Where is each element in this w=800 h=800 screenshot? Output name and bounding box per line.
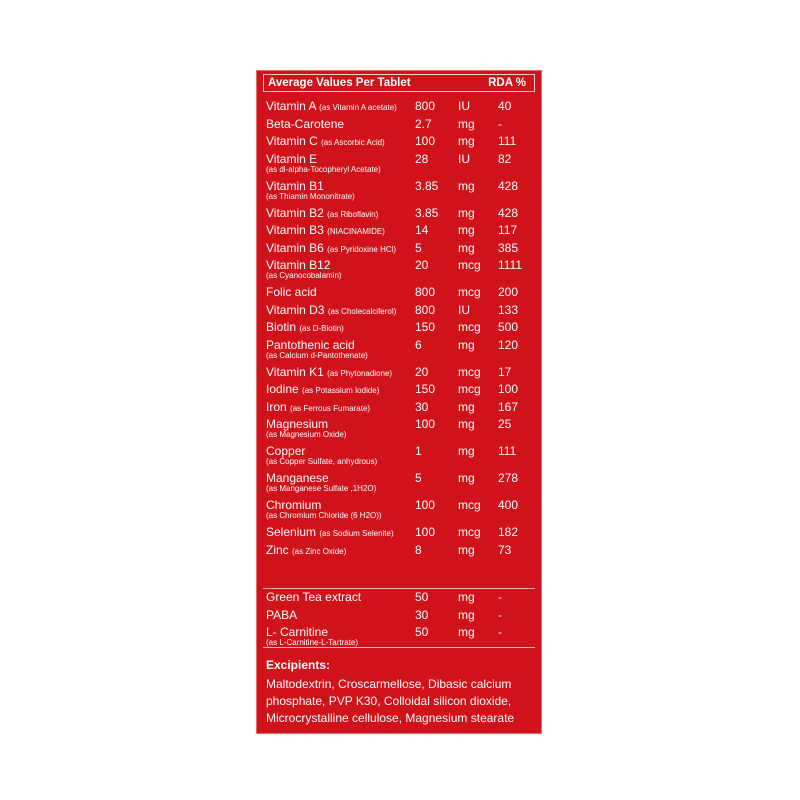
nutrient-rda: 133	[498, 302, 519, 317]
nutrient-name: Vitamin D3 (as Cholecalciferol)	[266, 302, 397, 317]
nutrient-source: (as Magnesium Oxide)	[266, 430, 347, 439]
table-row	[266, 258, 536, 285]
nutrient-name: Folic acid	[266, 285, 317, 299]
nutrient-name: Vitamin B3 (NIACINAMIDE)	[266, 223, 385, 237]
table-row	[266, 525, 536, 543]
nutrient-rda: 200	[498, 285, 519, 299]
nutrient-name: Vitamin A (as Vitamin A acetate)	[266, 99, 397, 113]
nutrient-source: (as Chromium Chloride (6 H2O))	[266, 511, 382, 520]
nutrient-rda: 278	[498, 471, 519, 485]
nutrient-amount: 100	[415, 134, 436, 148]
nutrient-unit: mcg	[458, 364, 481, 379]
nutrient-rda: 385	[498, 240, 519, 255]
nutrient-name: Iron (as Ferrous Fumarate)	[266, 399, 371, 414]
nutrient-source: (as Cholecalciferol)	[327, 306, 397, 316]
nutrient-unit: mg	[458, 607, 475, 622]
table-row	[266, 498, 536, 525]
header-average-values: Average Values Per Tablet	[268, 77, 411, 89]
nutrient-rda: 400	[498, 498, 519, 512]
table-row	[266, 417, 536, 444]
nutrient-unit: mcg	[458, 498, 481, 512]
nutrient-name: Biotin (as D-Biotin)	[266, 320, 344, 334]
nutrient-amount: 50	[415, 625, 429, 639]
nutrient-rda: 120	[498, 337, 519, 352]
nutrient-source: (as Manganese Sulfate ,1H2O)	[266, 484, 377, 493]
table-row	[266, 365, 536, 383]
nutrient-rda: 100	[498, 382, 519, 396]
nutrient-unit: IU	[458, 151, 470, 166]
nutrient-amount: 150	[415, 320, 436, 334]
nutrient-source: (as Calcium d-Pantothenate)	[266, 350, 368, 360]
nutrient-name: PABA	[266, 607, 298, 622]
table-row	[266, 444, 536, 471]
supplement-facts-panel	[256, 70, 542, 734]
nutrient-unit: mg	[458, 134, 475, 148]
table-row	[266, 382, 536, 400]
nutrient-unit: mg	[458, 337, 475, 352]
table-row	[266, 285, 536, 303]
table-row	[266, 320, 536, 338]
excipients-section	[266, 657, 538, 727]
nutrient-unit: mg	[458, 399, 475, 414]
nutrient-name: Vitamin B12	[266, 258, 331, 272]
nutrient-unit: mg	[458, 444, 475, 458]
nutrient-unit: mg	[458, 471, 475, 485]
nutrient-amount: 30	[415, 399, 429, 414]
nutrient-name: Magnesium	[266, 417, 329, 431]
nutrient-amount: 800	[415, 99, 436, 113]
nutrient-unit: mg	[458, 116, 475, 131]
nutrient-source: (as L-Carnitine-L-Tartrate)	[266, 638, 359, 647]
nutrient-rda: 117	[498, 223, 518, 237]
nutrient-amount: 8	[415, 542, 422, 557]
nutrient-amount: 5	[415, 240, 422, 255]
nutrient-amount: 2.7	[415, 116, 432, 131]
nutrient-rda: 167	[498, 399, 519, 414]
nutrient-name: Copper	[266, 444, 306, 458]
nutrient-rda: 17	[498, 364, 512, 379]
nutrient-unit: mg	[458, 625, 475, 639]
nutrient-rda: 428	[498, 178, 519, 193]
nutrient-name: Vitamin B2 (as Riboflavin)	[266, 205, 379, 220]
table-row	[266, 543, 536, 561]
nutrient-rda: -	[498, 625, 502, 639]
nutrient-rda: 111	[498, 134, 517, 148]
nutrient-amount: 100	[415, 498, 436, 512]
nutrient-amount: 5	[415, 471, 422, 485]
nutrient-unit: mg	[458, 542, 475, 557]
nutrient-amount: 150	[415, 382, 436, 396]
nutrient-unit: mg	[458, 240, 475, 255]
nutrient-source: (as Phytonadione)	[327, 368, 393, 378]
nutrient-rda: 1111	[498, 258, 523, 272]
nutrient-amount: 3.85	[415, 205, 439, 220]
table-row	[266, 179, 536, 206]
table-row	[266, 117, 536, 135]
nutrient-source: (as Pyridoxine HCl)	[327, 244, 397, 254]
nutrient-source: (as Sodium Selenite)	[319, 529, 394, 538]
nutrient-name: Pantothenic acid	[266, 337, 355, 352]
nutrient-amount: 14	[415, 223, 429, 237]
table-row	[266, 590, 536, 608]
nutrient-source: (as Thiamin Mononitrate)	[266, 191, 355, 201]
nutrient-unit: mg	[458, 205, 475, 220]
nutrient-amount: 6	[415, 337, 422, 352]
excipients-text: Maltodextrin, Croscarmellose, Dibasic calcium phosphate, PVP K30, Colloidal silicon dioxide, Microcrystalline cellulose, Magnesium stearate	[266, 677, 515, 725]
nutrient-amount: 1	[415, 444, 422, 458]
nutrient-name: Beta-Carotene	[266, 116, 345, 131]
table-row	[266, 338, 536, 365]
nutrient-source: (as Ferrous Fumarate)	[290, 403, 371, 413]
nutrient-name: Vitamin C (as Ascorbic Acid)	[266, 134, 385, 148]
nutrient-rda: 82	[498, 151, 512, 166]
divider-extras	[263, 588, 535, 589]
nutrient-amount: 30	[415, 607, 429, 622]
table-row	[266, 134, 536, 152]
nutrient-unit: mcg	[458, 382, 481, 396]
nutrient-amount: 3.85	[415, 178, 439, 193]
nutrient-source: (as Ascorbic Acid)	[321, 138, 385, 147]
nutrient-unit: IU	[458, 302, 470, 317]
nutrient-name: Manganese	[266, 471, 329, 485]
divider-excipients	[263, 647, 535, 648]
nutrient-unit: mcg	[458, 258, 481, 272]
table-row	[266, 471, 536, 498]
nutrient-rda: -	[498, 590, 502, 604]
nutrient-name: Iodine (as Potassium Iodide)	[266, 382, 380, 396]
nutrient-amount: 50	[415, 590, 429, 604]
header-rda: RDA %	[488, 77, 526, 89]
nutrient-rda: 500	[498, 320, 519, 334]
nutrient-name: Vitamin K1 (as Phytonadione)	[266, 364, 393, 379]
table-row	[266, 608, 536, 626]
nutrient-rda: 428	[498, 205, 519, 220]
nutrient-amount: 20	[415, 258, 429, 272]
nutrient-name: Vitamin E	[266, 151, 318, 166]
nutrient-unit: mcg	[458, 285, 481, 299]
nutrient-rda: 40	[498, 99, 512, 113]
nutrient-unit: mcg	[458, 320, 481, 334]
table-row	[266, 400, 536, 418]
nutrient-source: (as Copper Sulfate, anhydrous)	[266, 457, 378, 466]
nutrient-unit: mg	[458, 223, 475, 237]
nutrient-rda: 182	[498, 525, 519, 539]
table-row	[266, 152, 536, 179]
nutrient-source: (as D-Biotin)	[299, 324, 344, 333]
table-header	[263, 74, 535, 92]
nutrient-source: (as Zinc Oxide)	[292, 546, 347, 556]
table-row	[266, 303, 536, 321]
nutrient-source: (NIACINAMIDE)	[327, 227, 385, 236]
nutrient-rda: 73	[498, 542, 512, 557]
nutrient-unit: mcg	[458, 525, 481, 539]
table-row	[266, 206, 536, 224]
nutrient-unit: mg	[458, 590, 475, 604]
extra-rows	[266, 590, 536, 652]
nutrient-name: Vitamin B1	[266, 178, 324, 193]
nutrient-source: (as Cyanocobalamin)	[266, 271, 342, 280]
nutrient-unit: mg	[458, 417, 475, 431]
nutrient-amount: 100	[415, 525, 436, 539]
table-row	[266, 99, 536, 117]
nutrient-amount: 100	[415, 417, 436, 431]
nutrient-source: (as Riboflavin)	[327, 209, 379, 219]
nutrient-source: (as Vitamin A acetate)	[319, 103, 397, 112]
nutrient-rda: -	[498, 116, 502, 131]
nutrient-amount: 28	[415, 151, 429, 166]
nutrient-amount: 20	[415, 364, 429, 379]
nutrient-rda: 25	[498, 417, 512, 431]
table-row	[266, 241, 536, 259]
nutrient-source: (as dl-alpha-Tocopheryl Acetate)	[266, 164, 381, 174]
excipients-title: Excipients:	[266, 658, 331, 672]
nutrient-name: Green Tea extract	[266, 590, 362, 604]
nutrient-amount: 800	[415, 285, 436, 299]
nutrient-rows	[266, 99, 536, 560]
table-row	[266, 223, 536, 241]
nutrient-name: Chromium	[266, 498, 322, 512]
nutrient-rda: -	[498, 607, 502, 622]
nutrient-unit: mg	[458, 178, 475, 193]
nutrient-rda: 111	[498, 444, 517, 458]
nutrient-name: Selenium (as Sodium Selenite)	[266, 525, 394, 539]
nutrient-name: Zinc (as Zinc Oxide)	[266, 542, 347, 557]
nutrient-unit: IU	[458, 99, 470, 113]
nutrient-amount: 800	[415, 302, 436, 317]
nutrient-name: Vitamin B6 (as Pyridoxine HCl)	[266, 240, 397, 255]
nutrient-name: L- Carnitine	[266, 625, 329, 639]
nutrient-source: (as Potassium Iodide)	[302, 386, 380, 395]
